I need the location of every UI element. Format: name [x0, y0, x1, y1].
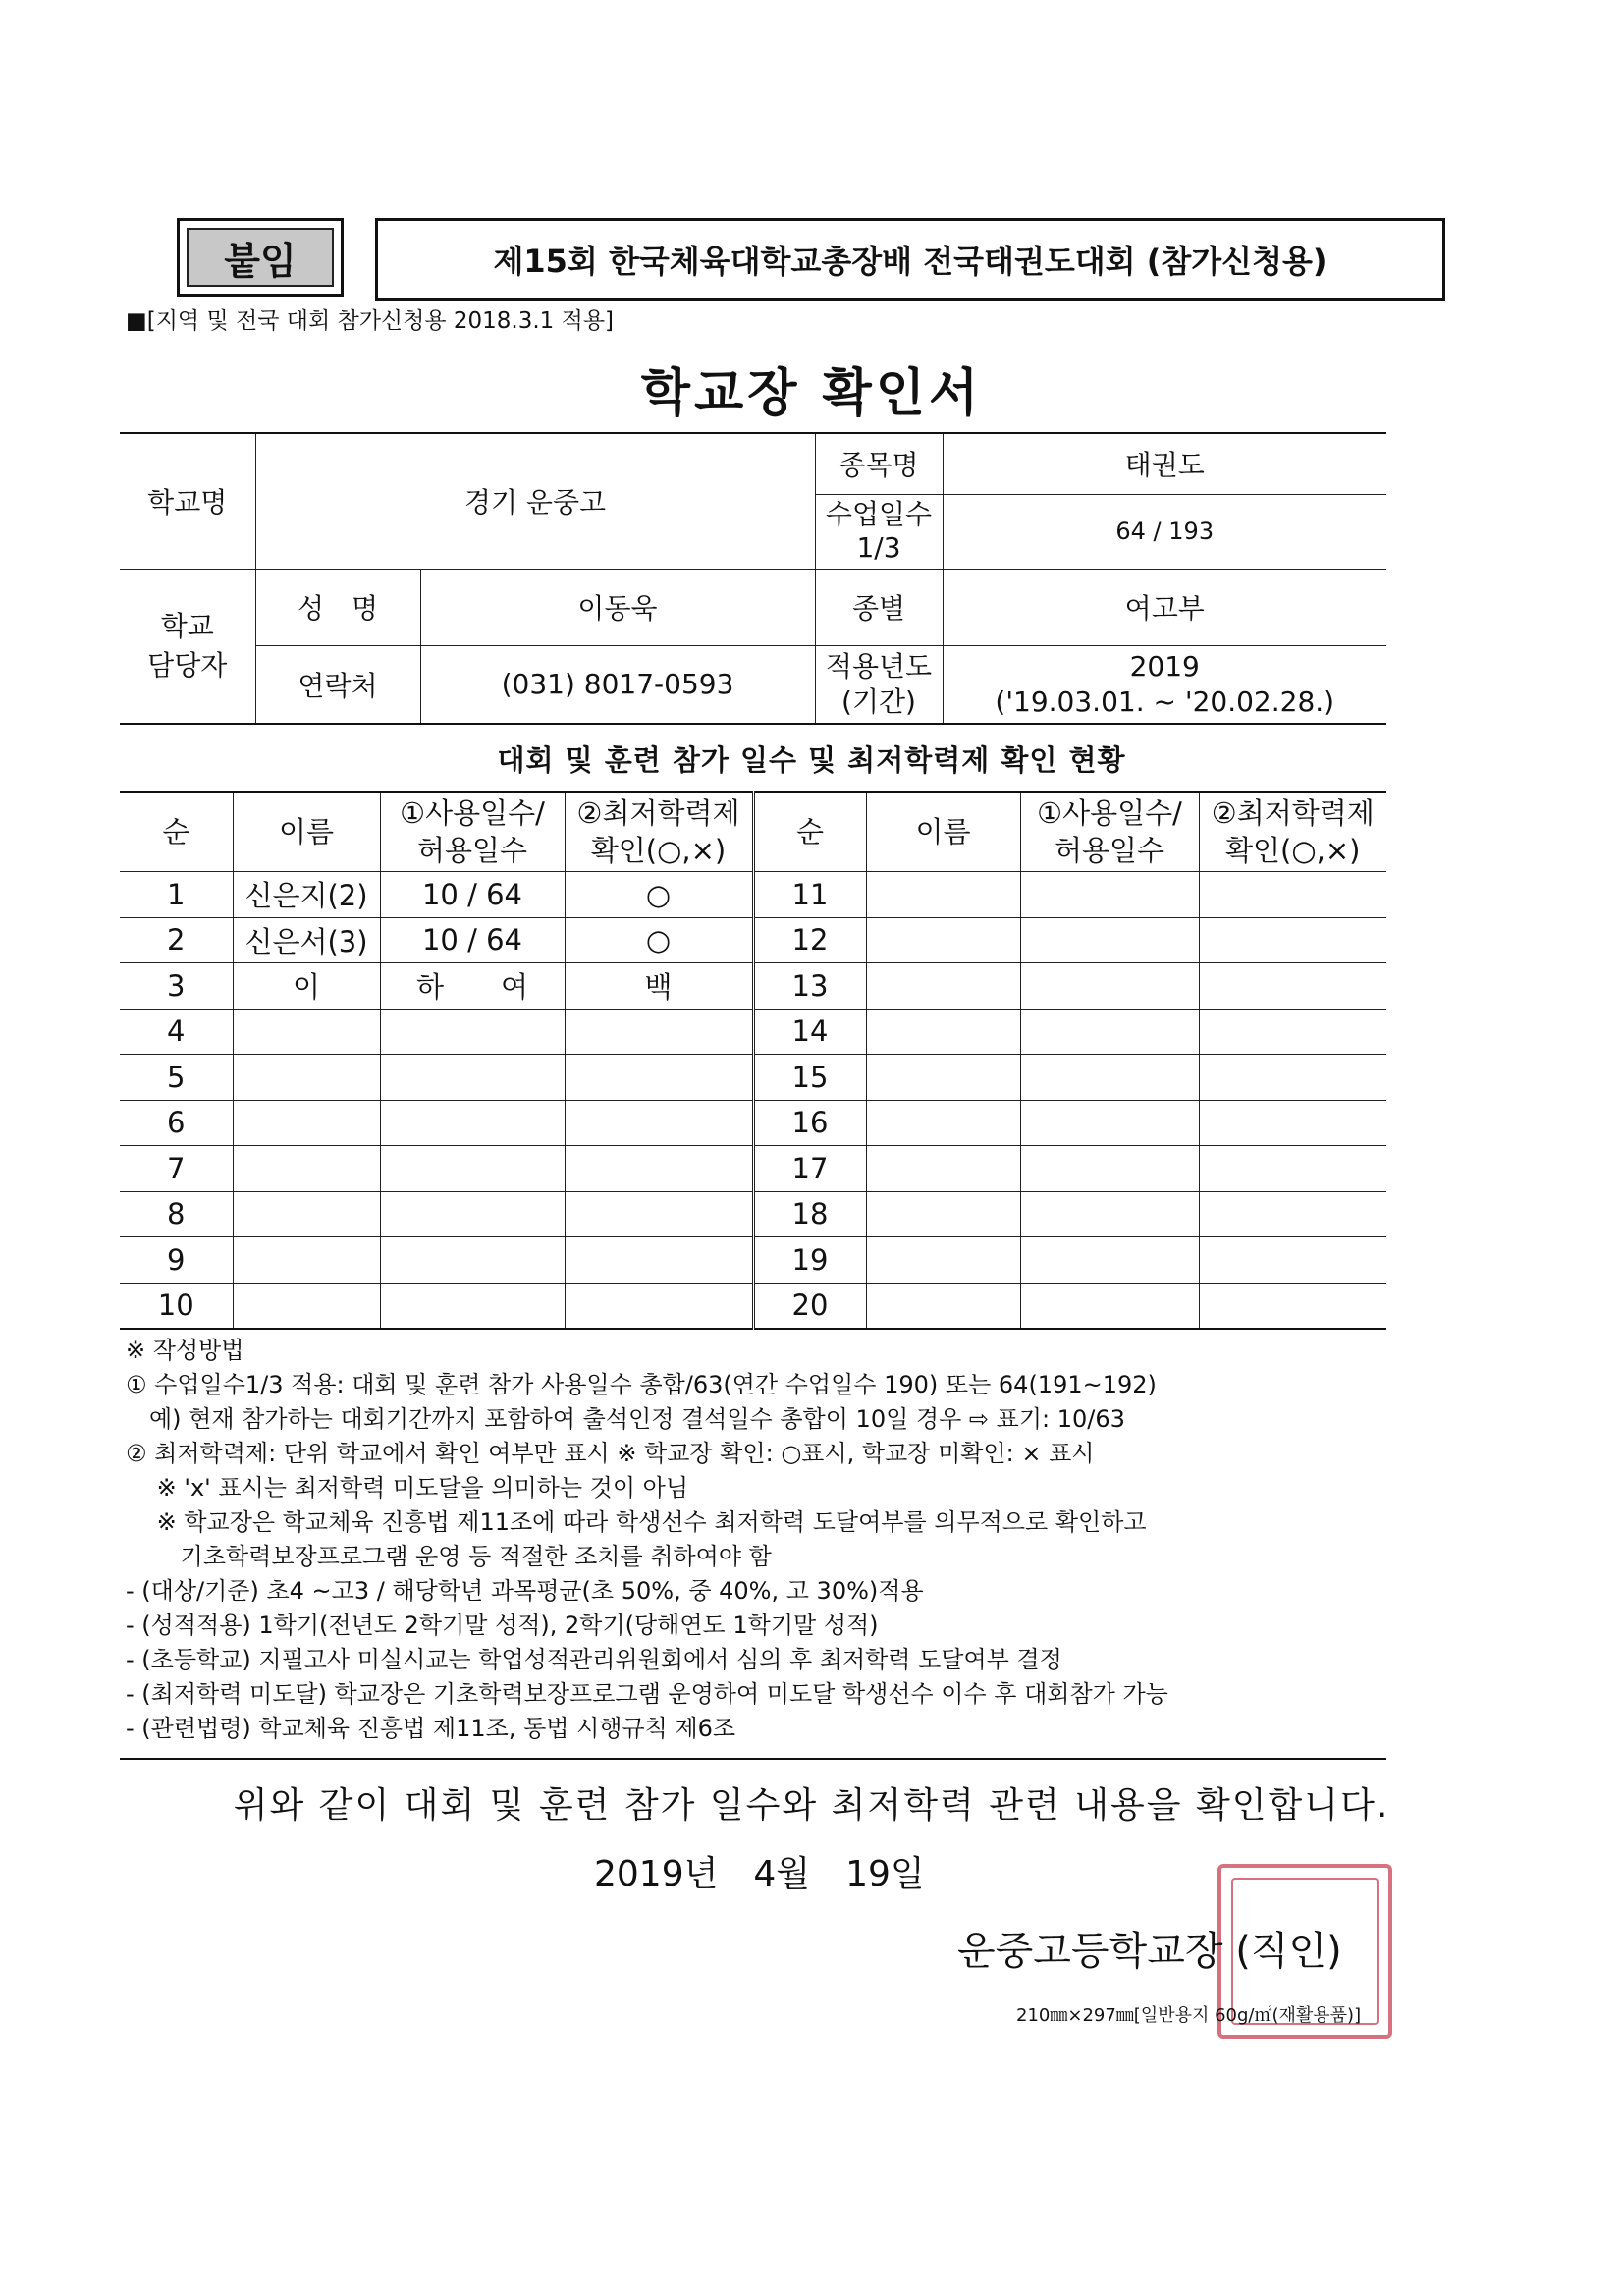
- event-title: 제15회 한국체육대학교총장배 전국태권도대회 (참가신청용): [375, 218, 1445, 301]
- cell-check: ○: [565, 917, 753, 963]
- contact-label: 연락처: [255, 645, 420, 724]
- contact-value: (031) 8017-0593: [420, 645, 815, 724]
- cell-check: [1199, 1055, 1386, 1101]
- manager-label: 학교 담당자: [120, 569, 255, 724]
- cell-name: [233, 1055, 380, 1101]
- cell-no: 12: [753, 917, 866, 963]
- cell-days: [380, 1009, 565, 1055]
- name-label: 성 명: [255, 569, 420, 645]
- cell-name: [866, 1237, 1020, 1284]
- cell-check: [565, 1055, 753, 1101]
- cell-name: [866, 1191, 1020, 1237]
- note-line: 기초학력보장프로그램 운영 등 적절한 조치를 취하여야 함: [126, 1543, 772, 1570]
- period-year: 2019: [1129, 649, 1200, 683]
- cell-name: [866, 1009, 1020, 1055]
- cell-name: [233, 1237, 380, 1284]
- note-line: - (초등학교) 지필고사 미실시교는 학업성적관리위원회에서 심의 후 최저학력 도달여부 결정: [126, 1646, 1062, 1673]
- divider: [120, 1758, 1386, 1760]
- col-header-name: 이름: [233, 792, 380, 872]
- cell-days: [1020, 1237, 1199, 1284]
- cell-no: 16: [753, 1100, 866, 1146]
- signer: 운중고등학교장 (직인): [957, 1929, 1342, 1974]
- period-range: ('19.03.01. ~ '20.02.28.): [995, 684, 1335, 718]
- note-line: - (관련법령) 학교체육 진흥법 제11조, 동법 시행규칙 제6조: [126, 1715, 736, 1742]
- table-row: [120, 1009, 1386, 1055]
- col-header-no: 순: [120, 792, 233, 872]
- cell-check: [1199, 917, 1386, 963]
- cell-days: [1020, 1055, 1199, 1101]
- note-line: ※ 학교장은 학교체육 진흥법 제11조에 따라 학생선수 최저학력 도달여부를 의무적으로 확인하고: [126, 1508, 1147, 1536]
- cell-check: [565, 1237, 753, 1284]
- note-line: - (성적적용) 1학기(전년도 2학기말 성적), 2학기(당해연도 1학기말 성적): [126, 1612, 879, 1639]
- cell-name: [233, 1191, 380, 1237]
- cell-name: 이: [233, 963, 380, 1010]
- cell-name: [233, 1146, 380, 1192]
- cell-check: [565, 1146, 753, 1192]
- cell-no: 4: [120, 1009, 233, 1055]
- school-label: 학교명: [120, 433, 255, 569]
- note-line: - (최저학력 미도달) 학교장은 기초학력보장프로그램 운영하여 미도달 학생선수 이수 후 대회참가 가능: [126, 1680, 1168, 1708]
- cell-no: 7: [120, 1146, 233, 1192]
- cell-check: [1199, 963, 1386, 1010]
- cell-check: [1199, 1009, 1386, 1055]
- cell-name: [866, 1283, 1020, 1329]
- confirmation-text: 위와 같이 대회 및 훈련 참가 일수와 최저학력 관련 내용을 확인합니다.: [233, 1785, 1390, 1826]
- school-value: 경기 운중고: [255, 433, 815, 569]
- cell-days: [1020, 872, 1199, 918]
- cell-no: 15: [753, 1055, 866, 1101]
- table-row: [120, 1146, 1386, 1192]
- note-line: 예) 현재 참가하는 대회기간까지 포함하여 출석인정 결석일수 총합이 10일 경우 ⇨ 표기: 10/63: [126, 1405, 1125, 1433]
- cell-days: [1020, 1009, 1199, 1055]
- table-row: [120, 963, 1386, 1010]
- cell-name: [866, 1055, 1020, 1101]
- table-row: [120, 917, 1386, 963]
- cell-days: [380, 1055, 565, 1101]
- cell-check: [565, 1100, 753, 1146]
- cell-days: 하 여: [380, 963, 565, 1010]
- cell-name: [866, 872, 1020, 918]
- cell-days: [1020, 963, 1199, 1010]
- cell-days: 10 / 64: [380, 917, 565, 963]
- section-title: 대회 및 훈련 참가 일수 및 최저학력제 확인 현황: [497, 743, 1126, 777]
- days-label: 수업일수 1/3: [815, 494, 943, 569]
- period-label: 적용년도 (기간): [815, 645, 943, 724]
- cell-check: 백: [565, 963, 753, 1010]
- col-header-check: ②최저학력제 확인(○,×): [565, 792, 753, 872]
- cell-name: 신은지(2): [233, 872, 380, 918]
- cell-no: 3: [120, 963, 233, 1010]
- attachment-badge: [177, 218, 344, 297]
- form-note: ■[지역 및 전국 대회 참가신청용 2018.3.1 적용]: [126, 308, 615, 334]
- cell-no: 8: [120, 1191, 233, 1237]
- col-header-check: ②최저학력제 확인(○,×): [1199, 792, 1386, 872]
- cell-name: [233, 1009, 380, 1055]
- note-line: - (대상/기준) 초4 ~고3 / 해당학년 과목평균(초 50%, 중 40%, 고 30%)적용: [126, 1577, 924, 1605]
- division-value: 여고부: [943, 569, 1386, 645]
- school-info-table: [120, 432, 1386, 725]
- cell-no: 18: [753, 1191, 866, 1237]
- cell-check: [1199, 1146, 1386, 1192]
- division-label: 종별: [815, 569, 943, 645]
- table-row: [120, 872, 1386, 918]
- cell-name: [866, 1146, 1020, 1192]
- table-row: [120, 1191, 1386, 1237]
- cell-no: 5: [120, 1055, 233, 1101]
- event-label: 종목명: [815, 433, 943, 494]
- days-value: 64 / 193: [943, 494, 1386, 569]
- cell-check: [1199, 1100, 1386, 1146]
- table-row: [120, 1283, 1386, 1329]
- note-line: ② 최저학력제: 단위 학교에서 확인 여부만 표시 ※ 학교장 확인: ○표시, 학교장 미확인: × 표시: [126, 1440, 1095, 1467]
- cell-check: [1199, 1237, 1386, 1284]
- event-value: 태권도: [943, 433, 1386, 494]
- cell-days: [1020, 1100, 1199, 1146]
- cell-name: [233, 1283, 380, 1329]
- cell-no: 9: [120, 1237, 233, 1284]
- cell-name: [233, 1100, 380, 1146]
- cell-name: [866, 1100, 1020, 1146]
- cell-days: [380, 1146, 565, 1192]
- col-header-no: 순: [753, 792, 866, 872]
- cell-check: [565, 1191, 753, 1237]
- table-body: [120, 872, 1386, 1330]
- cell-check: [565, 1009, 753, 1055]
- col-header-days: ①사용일수/ 허용일수: [380, 792, 565, 872]
- cell-check: [1199, 1283, 1386, 1329]
- cell-no: 13: [753, 963, 866, 1010]
- cell-days: 10 / 64: [380, 872, 565, 918]
- cell-name: 신은서(3): [233, 917, 380, 963]
- table-row: [120, 1237, 1386, 1284]
- cell-check: [1199, 1191, 1386, 1237]
- note-line: ※ 작성방법: [126, 1337, 244, 1364]
- period-cell: [943, 645, 1386, 724]
- document-title: 학교장 확인서: [640, 364, 983, 423]
- cell-no: 1: [120, 872, 233, 918]
- note-line: ※ 'x' 표시는 최저학력 미도달을 의미하는 것이 아님: [126, 1474, 689, 1502]
- instructions: [126, 1334, 1392, 1746]
- cell-days: [380, 1100, 565, 1146]
- cell-no: 17: [753, 1146, 866, 1192]
- col-header-name: 이름: [866, 792, 1020, 872]
- cell-no: 20: [753, 1283, 866, 1329]
- cell-days: [1020, 1283, 1199, 1329]
- table-row: [120, 1100, 1386, 1146]
- cell-check: [565, 1283, 753, 1329]
- cell-name: [866, 917, 1020, 963]
- table-header-row: [120, 792, 1386, 872]
- cell-days: [380, 1191, 565, 1237]
- attachment-label: 붙임: [187, 228, 334, 287]
- cell-days: [380, 1237, 565, 1284]
- cell-days: [1020, 1191, 1199, 1237]
- cell-days: [1020, 917, 1199, 963]
- cell-no: 6: [120, 1100, 233, 1146]
- table-row: [120, 1055, 1386, 1101]
- cell-check: [1199, 872, 1386, 918]
- cell-name: [866, 963, 1020, 1010]
- cell-no: 10: [120, 1283, 233, 1329]
- issue-date: 2019년 4월 19일: [594, 1854, 925, 1894]
- paper-spec: 210㎜×297㎜[일반용지 60g/㎡(재활용품)]: [1016, 2005, 1362, 2026]
- cell-no: 11: [753, 872, 866, 918]
- note-line: ① 수업일수1/3 적용: 대회 및 훈련 참가 사용일수 총합/63(연간 수업일수 190) 또는 64(191~192): [126, 1371, 1157, 1398]
- cell-days: [1020, 1146, 1199, 1192]
- cell-check: ○: [565, 872, 753, 918]
- col-header-days: ①사용일수/ 허용일수: [1020, 792, 1199, 872]
- cell-no: 2: [120, 917, 233, 963]
- cell-days: [380, 1283, 565, 1329]
- cell-no: 19: [753, 1237, 866, 1284]
- participation-table: [120, 791, 1386, 1330]
- cell-no: 14: [753, 1009, 866, 1055]
- name-value: 이동욱: [420, 569, 815, 645]
